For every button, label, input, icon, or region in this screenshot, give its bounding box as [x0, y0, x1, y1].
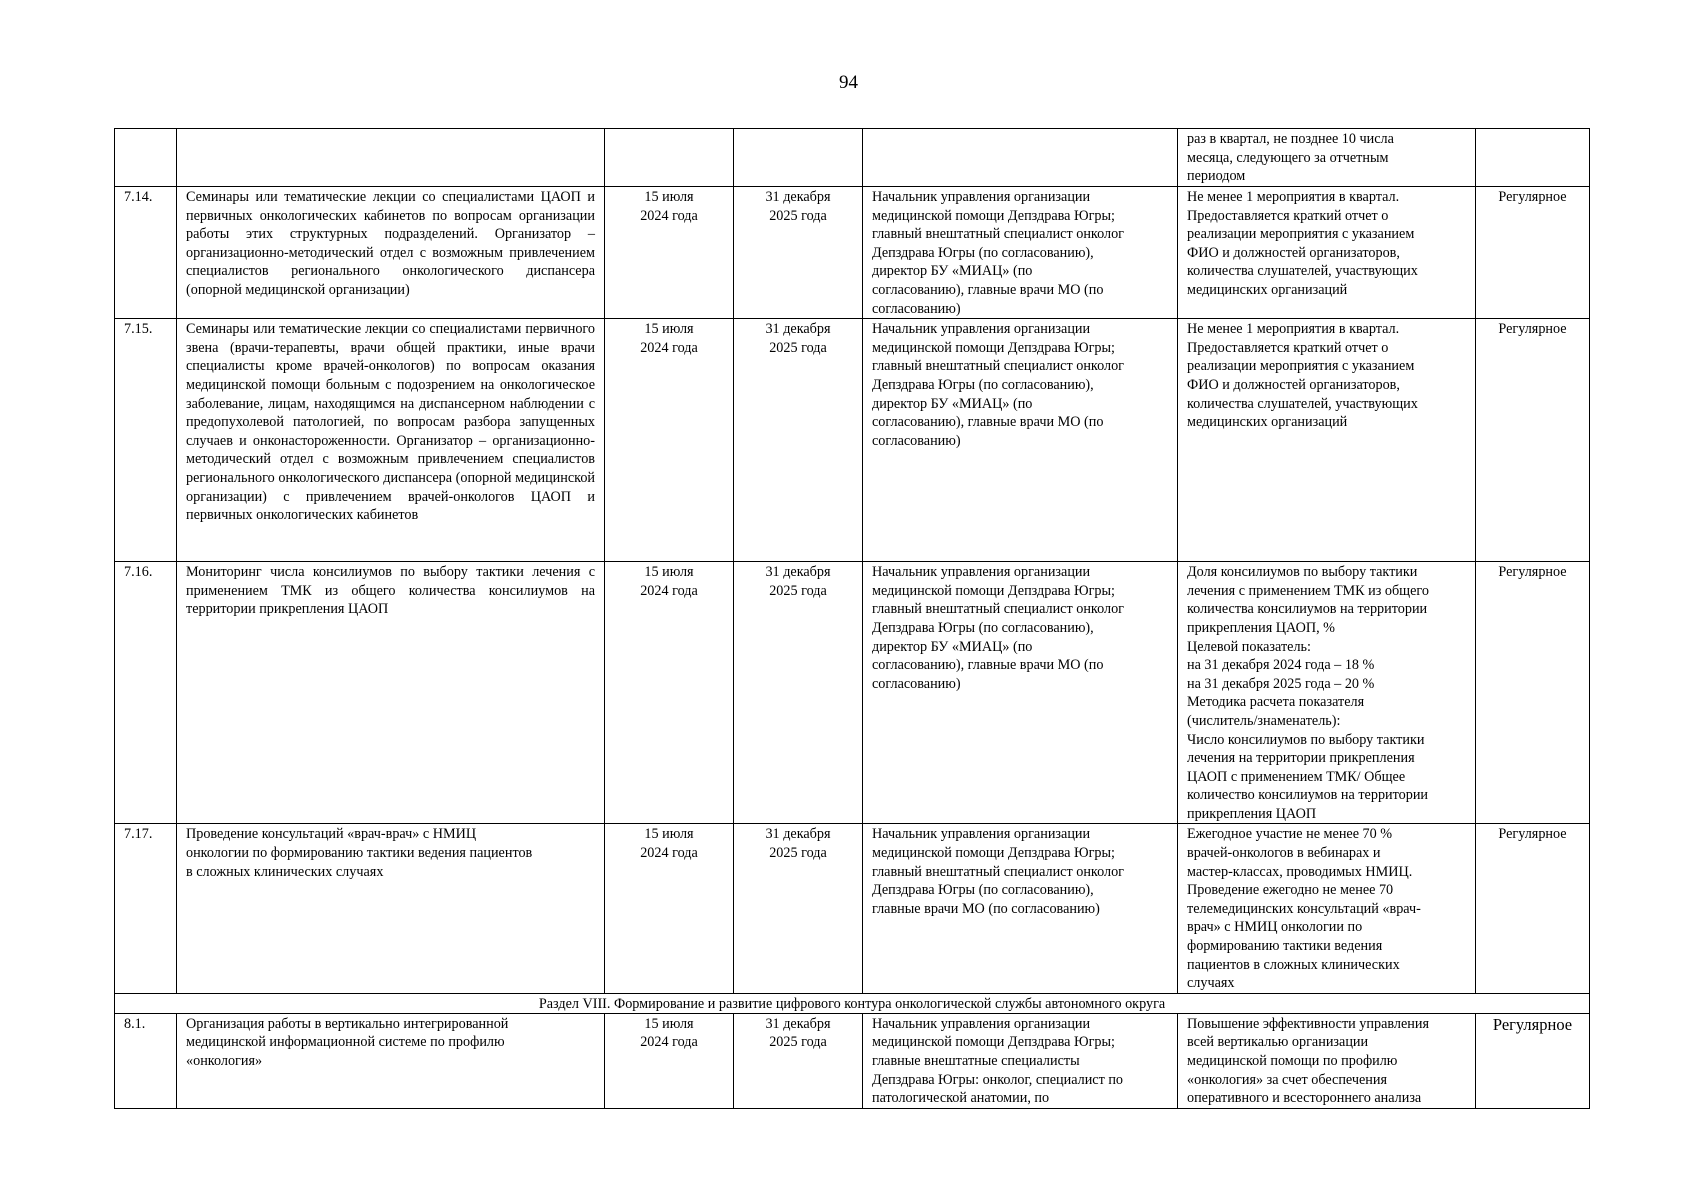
activity-type: Регулярное	[1476, 187, 1590, 319]
table-row	[115, 319, 1590, 562]
page-number: 94	[839, 72, 858, 93]
table-row	[115, 824, 1590, 993]
result-indicator: Не менее 1 мероприятия в квартал. Предоставляется краткий отчет о реализации мероприятия с указанием ФИО и должностей организаторов, количества слушателей, участвующих медицинских организаций	[1178, 319, 1476, 562]
end-date: 31 декабря 2025 года	[734, 319, 863, 562]
result-indicator: Ежегодное участие не менее 70 % врачей-онкологов в вебинарах и мастер-классах, проводимых НМИЦ. Проведение ежегодно не менее 70 телемедицинских консультаций «врач- врач» с НМИЦ онкологии по формированию тактики ведения пациентов в сложных клинических случаях	[1178, 824, 1476, 993]
result-indicator: Не менее 1 мероприятия в квартал. Предоставляется краткий отчет о реализации мероприятия с указанием ФИО и должностей организаторов, количества слушателей, участвующих медицинских организаций	[1178, 187, 1476, 319]
responsible: Начальник управления организации медицинской помощи Депздрава Югры; главный внештатный специалист онколог Депздрава Югры (по согласованию), директор БУ «МИАЦ» (по согласованию), главные врачи МО (по согласованию)	[863, 562, 1178, 824]
responsible: Начальник управления организации медицинской помощи Депздрава Югры; главный внештатный специалист онколог Депздрава Югры (по согласованию), директор БУ «МИАЦ» (по согласованию), главные врачи МО (по согласованию)	[863, 319, 1178, 562]
activities-table	[114, 128, 1590, 1109]
start-date: 15 июля 2024 года	[605, 824, 734, 993]
activity-description	[177, 129, 605, 187]
activity-type: Регулярное	[1476, 562, 1590, 824]
responsible: Начальник управления организации медицинской помощи Депздрава Югры; главные внештатные специалисты Депздрава Югры: онколог, специалист по патологической анатомии, по	[863, 1013, 1178, 1108]
responsible: Начальник управления организации медицинской помощи Депздрава Югры; главный внештатный специалист онколог Депздрава Югры (по согласованию), директор БУ «МИАЦ» (по согласованию), главные врачи МО (по согласованию)	[863, 187, 1178, 319]
section-header-row	[115, 993, 1590, 1013]
activity-type	[1476, 129, 1590, 187]
start-date: 15 июля 2024 года	[605, 562, 734, 824]
row-number: 7.15.	[115, 319, 177, 562]
end-date: 31 декабря 2025 года	[734, 1013, 863, 1108]
activity-type: Регулярное	[1476, 1013, 1590, 1108]
row-number: 7.14.	[115, 187, 177, 319]
activity-type: Регулярное	[1476, 824, 1590, 993]
table-row	[115, 562, 1590, 824]
row-number: 7.16.	[115, 562, 177, 824]
result-indicator: раз в квартал, не позднее 10 числа месяца, следующего за отчетным периодом	[1178, 129, 1476, 187]
start-date: 15 июля 2024 года	[605, 319, 734, 562]
activity-description: Мониторинг числа консилиумов по выбору тактики лечения с применением ТМК из общего количества консилиумов на территории прикрепления ЦАОП	[177, 562, 605, 824]
activity-description: Проведение консультаций «врач-врач» с НМИЦ онкологии по формированию тактики ведения пациентов в сложных клинических случаях	[177, 824, 605, 993]
row-number: 8.1.	[115, 1013, 177, 1108]
table-row	[115, 129, 1590, 187]
activity-description: Семинары или тематические лекции со специалистами ЦАОП и первичных онкологических кабинетов по вопросам организации работы этих структурных подразделений. Организатор – организационно-методический отдел с возможным привлечением специалистов регионального онкологического диспансера (опорной медицинской организации)	[177, 187, 605, 319]
start-date	[605, 129, 734, 187]
row-number	[115, 129, 177, 187]
responsible	[863, 129, 1178, 187]
end-date	[734, 129, 863, 187]
section-title: Раздел VIII. Формирование и развитие цифрового контура онкологической службы автономного округа	[115, 993, 1590, 1013]
activity-type: Регулярное	[1476, 319, 1590, 562]
start-date: 15 июля 2024 года	[605, 1013, 734, 1108]
start-date: 15 июля 2024 года	[605, 187, 734, 319]
end-date: 31 декабря 2025 года	[734, 187, 863, 319]
activity-description: Организация работы в вертикально интегрированной медицинской информационной системе по профилю «онкология»	[177, 1013, 605, 1108]
responsible: Начальник управления организации медицинской помощи Депздрава Югры; главный внештатный специалист онколог Депздрава Югры (по согласованию), главные врачи МО (по согласованию)	[863, 824, 1178, 993]
end-date: 31 декабря 2025 года	[734, 562, 863, 824]
result-indicator: Повышение эффективности управления всей вертикалью организации медицинской помощи по профилю «онкология» за счет обеспечения оперативного и всестороннего анализа	[1178, 1013, 1476, 1108]
activity-description: Семинары или тематические лекции со специалистами первичного звена (врачи-терапевты, врачи общей практики, иные врачи специалисты кроме врачей-онкологов) по вопросам оказания медицинской помощи больным с подозрением на онкологическое заболевание, лицам, находящимся на диспансерном наблюдении с предопухолевой патологией, по вопросам разбора запущенных случаев и онконастороженности. Организатор – организационно-методический отдел с возможным привлечением специалистов регионального онкологического диспансера (опорной медицинской организации) с привлечением врачей-онкологов ЦАОП и первичных онкологических кабинетов	[177, 319, 605, 562]
end-date: 31 декабря 2025 года	[734, 824, 863, 993]
result-indicator: Доля консилиумов по выбору тактики лечения с применением ТМК из общего количества консилиумов на территории прикрепления ЦАОП, % Целевой показатель: на 31 декабря 2024 года – 18 % на 31 декабря 2025 года – 20 % Методика расчета показателя (числитель/знаменатель): Число консилиумов по выбору тактики лечения на территории прикрепления ЦАОП с применением ТМК/ Общее количество консилиумов на территории прикрепления ЦАОП	[1178, 562, 1476, 824]
row-number: 7.17.	[115, 824, 177, 993]
table-row	[115, 1013, 1590, 1108]
table-row	[115, 187, 1590, 319]
